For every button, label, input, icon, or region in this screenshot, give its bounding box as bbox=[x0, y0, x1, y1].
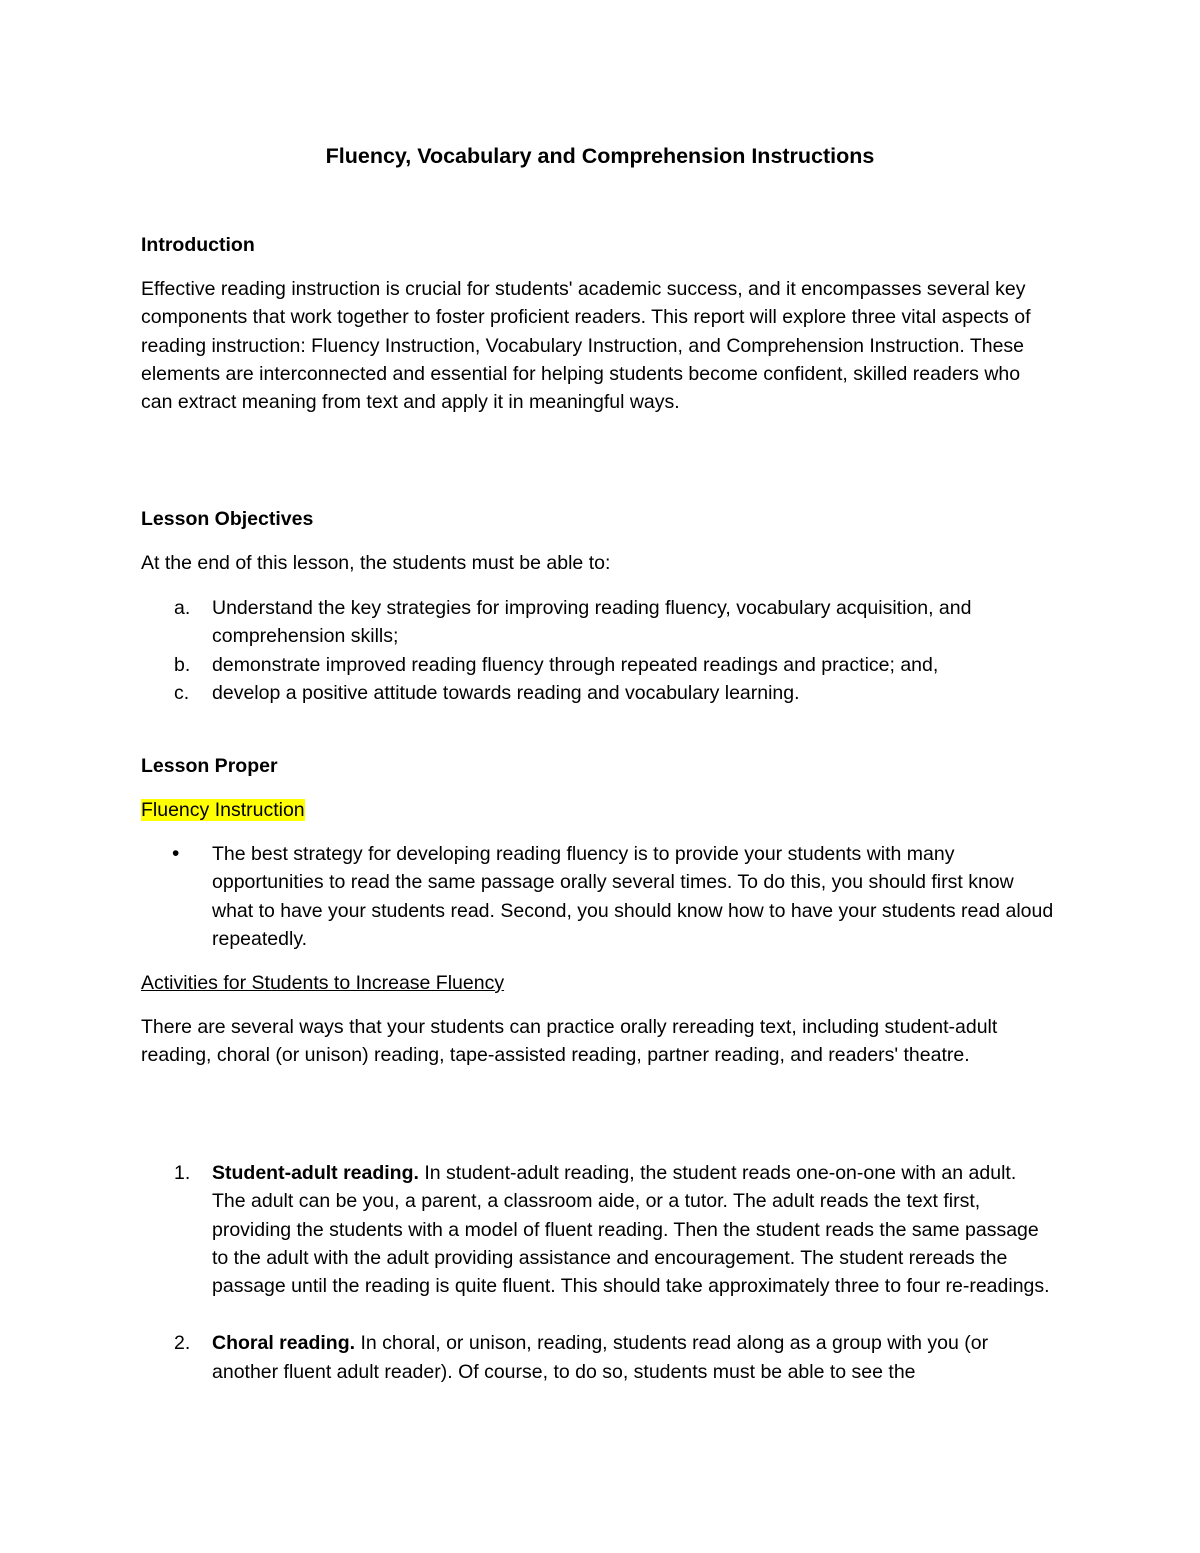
objective-marker: b. bbox=[174, 653, 191, 676]
activities-heading: Activities for Students to Increase Fluency bbox=[141, 972, 505, 994]
activity-text: In choral, or unison, reading, students read along as a group with you (or another fluent adult reader). Of course, to do so, students must be able to see the bbox=[212, 1332, 989, 1383]
objective-item bbox=[141, 679, 1056, 707]
objective-item bbox=[141, 594, 1056, 651]
activities-paragraph: There are several ways that your students can practice orally rereading text, including student-adult reading, choral (or unison) reading, tape-assisted reading, partner reading, and readers' theatre. bbox=[141, 1016, 998, 1067]
bullet-icon: • bbox=[172, 842, 180, 865]
activity-term: Student-adult reading. bbox=[212, 1162, 419, 1184]
objective-text: develop a positive attitude towards reading and vocabulary learning. bbox=[212, 681, 800, 704]
objectives-list bbox=[141, 594, 1056, 707]
objectives-intro: At the end of this lesson, the students must be able to: bbox=[141, 552, 611, 574]
objectives-heading: Lesson Objectives bbox=[141, 508, 314, 530]
introduction-heading: Introduction bbox=[141, 234, 255, 256]
activity-term: Choral reading. bbox=[212, 1332, 356, 1355]
lesson-proper-heading: Lesson Proper bbox=[141, 755, 278, 777]
objective-marker: a. bbox=[174, 597, 191, 619]
fluency-bullet-list bbox=[141, 840, 1056, 953]
fluency-bullet-item bbox=[141, 840, 1056, 953]
introduction-paragraph: Effective reading instruction is crucial for students' academic success, and it encompasses several key components that work together to foster proficient readers. This report will explore three vital aspects of reading instruction: Fluency Instruction, Vocabulary Instruction, and Comprehension Instruction. These elements are interconnected and essential for helping students become confident, skilled readers who can extract meaning from text and apply it in meaningful ways. bbox=[141, 278, 1031, 414]
objective-item bbox=[141, 651, 1056, 679]
objective-marker: c. bbox=[174, 681, 190, 704]
objective-text: Understand the key strategies for improving reading fluency, vocabulary acquisition, and comprehension skills; bbox=[212, 597, 972, 648]
activity-marker: 2. bbox=[174, 1332, 191, 1355]
activities-list bbox=[141, 1159, 1053, 1386]
document-title: Fluency, Vocabulary and Comprehension Instructions bbox=[325, 144, 875, 168]
objective-text: demonstrate improved reading fluency through repeated readings and practice; and, bbox=[212, 653, 939, 676]
fluency-instruction-heading-block bbox=[141, 796, 1056, 824]
activity-item bbox=[141, 1159, 1053, 1300]
activity-text: In student-adult reading, the student reads one-on-one with an adult. The adult can be you, a parent, a classroom aide, or a tutor. The adult reads the text first, providing the students with a model of fluent reading. Then the student reads the same passage to the adult with the adult providing assistance and encouragement. The student rereads the passage until the reading is quite fluent. This should take approximately three to four re-readings. bbox=[212, 1162, 1050, 1298]
activity-marker: 1. bbox=[174, 1162, 191, 1184]
fluency-bullet-text: The best strategy for developing reading fluency is to provide your students with many opportunities to read the same passage orally several times. To do this, you should first know what to have your students read. Second, you should know how to have your students read aloud repeatedly. bbox=[212, 843, 1054, 950]
activities-heading-block bbox=[141, 969, 1056, 997]
activity-item bbox=[141, 1329, 1053, 1386]
fluency-instruction-heading: Fluency Instruction bbox=[141, 799, 305, 821]
